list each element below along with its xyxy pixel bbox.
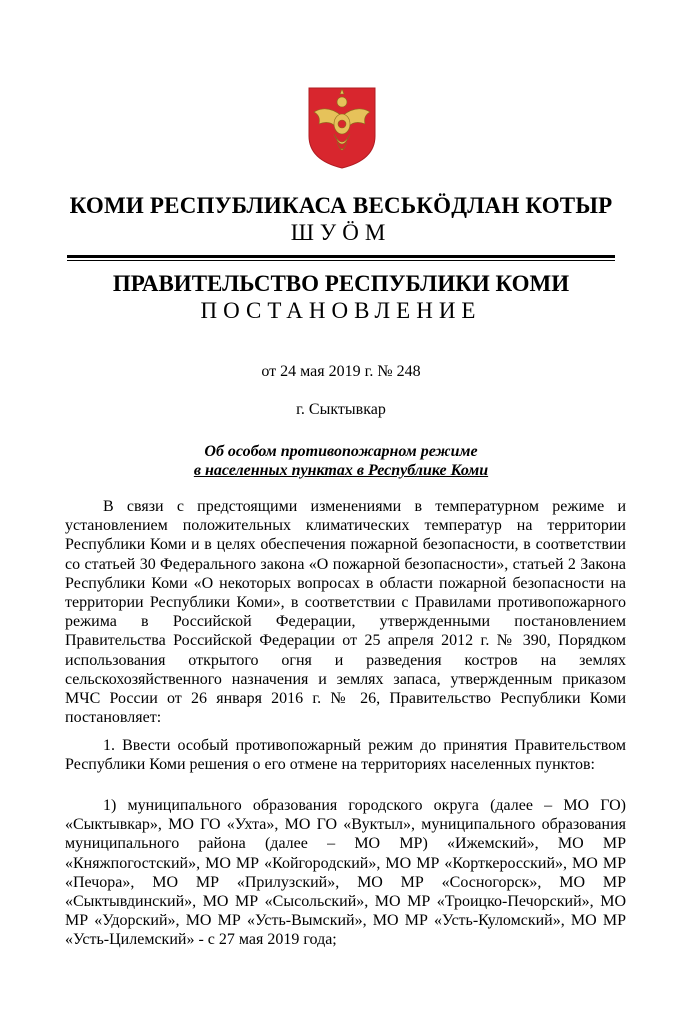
header-divider-thin [67,260,615,261]
clause-1-1-paragraph [65,796,626,950]
decree-city: г. Сыктывкар [296,401,386,418]
decree-date-number: от 24 мая 2019 г. № 248 [261,363,421,380]
komi-government-title: КОМИ РЕСПУБЛИКАСА ВЕСЬКӦДЛАН КОТЫР [69,193,613,218]
paragraph-text: 1) муниципального образования городского округа (далее – МО ГО) «Сыктывкар», МО ГО «Ухта», МО ГО «Вуктыл», муниципального образования муниципального района (далее – МО МР) «Ижемский», МО МР «Княжпогостский», МО МР «Койгородский», МО МР «Корткеросский», МО МР «Печора», МО МР «Прилузский», МО МР «Сосногорск», МО МР «Сыктывдинский», МО МР «Сысольский», МО МР «Троицко-Печорский», МО МР «Удорский», МО МР «Усть-Вымский», МО МР «Усть-Куломский», МО МР «Усть-Цилемский» - с 27 мая 2019 года; [65,797,626,949]
government-title: ПРАВИТЕЛЬСТВО РЕСПУБЛИКИ КОМИ [112,271,570,296]
paragraph-text: 1. Ввести особый противопожарный режим до принятия Правительством Республики Коми решения о его отмене на территориях населенных пунктов: [65,737,626,774]
paragraph-text: В связи с предстоящими изменениями в температурном режиме и установлением положительных климатических температур на территории Республики Коми и в целях обеспечения пожарной безопасности, в соответствии со статьей 30 Федерального закона «О пожарной безопасности», статьей 2 Закона Республики Коми «О некоторых вопросах в области пожарной безопасности на территории Республики Коми», в соответствии с Правилами противопожарного режима в Российской Федерации, утвержденными постановлением Правительства Российской Федерации от 25 апреля 2012 г. № 390, Порядком использования открытого огня и разведения костров на землях сельскохозяйственного назначения и землях запаса, утвержденным приказом МЧС России от 26 января 2016 г. № 26, Правительство Республики Коми постановляет: [65,498,626,727]
clause-1-paragraph [65,736,626,774]
komi-coat-of-arms-icon [307,86,377,170]
preamble-paragraph [65,497,626,727]
decree-label: ПОСТАНОВЛЕНИЕ [200,298,482,323]
header-divider-thick [67,255,615,258]
decree-title-line-2: в населенных пунктах в Республике Коми [193,462,489,479]
decree-title-line-1: Об особом противопожарном режиме [204,443,478,460]
komi-decree-label: ШУӦМ [290,220,392,245]
